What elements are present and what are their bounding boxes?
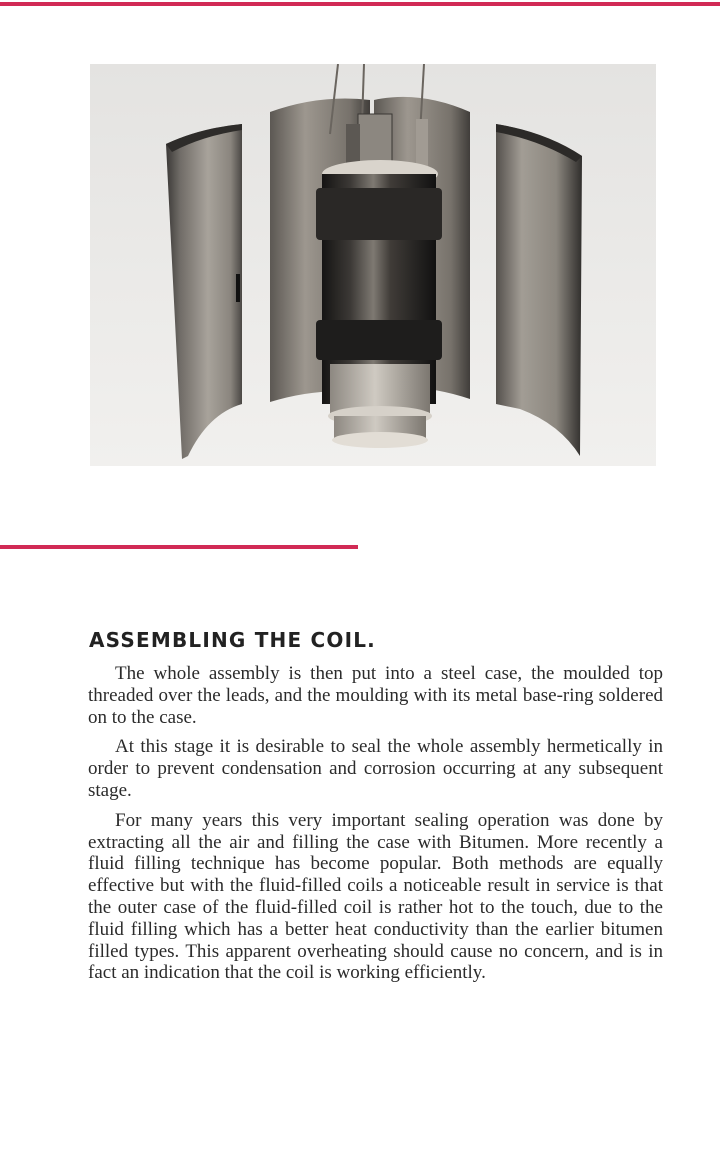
section-accent-rule <box>0 545 358 549</box>
paragraph-2: At this stage it is desirable to seal the whole assembly hermetically in order to prevent condensation and corrosion occurring at any subsequent stage. <box>88 736 663 801</box>
top-accent-rule <box>0 2 720 6</box>
coil-assembly-illustration <box>90 64 656 466</box>
section-heading: ASSEMBLING THE COIL. <box>89 628 376 652</box>
paragraph-1: The whole assembly is then put into a steel case, the moulded top threaded over the leads, and the moulding with its metal base-ring soldered on to the case. <box>88 663 663 728</box>
section-body <box>88 663 663 992</box>
coil-assembly-photo <box>90 64 656 466</box>
paragraph-3: For many years this very important sealing operation was done by extracting all the air and filling the case with Bitumen. More recently a fluid filling technique has become popular. Both methods are equally effective but with the fluid-filled coils a noticeable result in service is that the outer case of the fluid-filled coil is rather hot to the touch, due to the fluid filling which has a better heat conductivity than the earlier bitumen filled types. This apparent overheating should cause no concern, and is in fact an indication that the coil is working efficiently. <box>88 809 663 984</box>
